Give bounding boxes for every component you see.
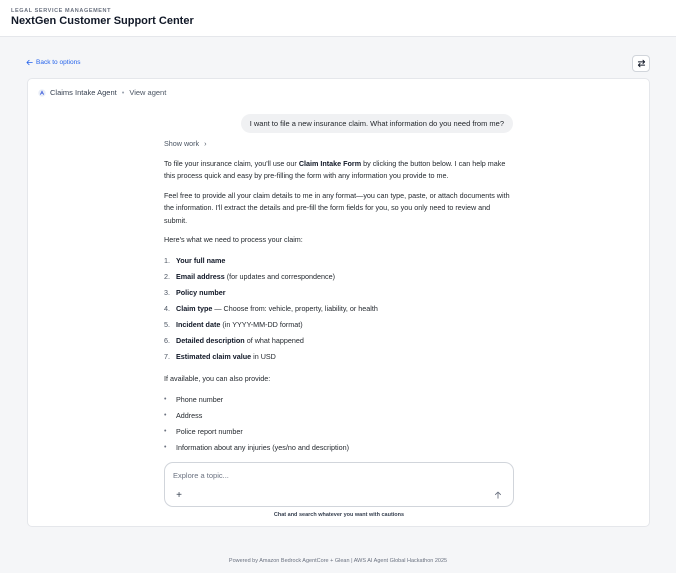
list-item: 1. Your full name	[164, 256, 226, 266]
back-link-label: Back to options	[36, 59, 81, 66]
response-paragraph-2: Feel free to provide all your claim details to me in any format—you can type, paste, or attach documents with the information. I'll extract the details and pre-fill the form fields for you, so you only need to review and submit.	[164, 190, 510, 225]
agent-name: Claims Intake Agent	[50, 88, 117, 97]
list-item: • Address	[164, 410, 203, 420]
caution-note: Chat and search whatever you want with cautions	[273, 512, 405, 518]
list-item: 5. Incident date (in YYYY-MM-DD format)	[164, 320, 303, 330]
chat-panel	[27, 78, 650, 527]
agent-response	[164, 138, 514, 456]
show-work-toggle[interactable]	[164, 138, 207, 151]
arrow-up-icon	[494, 491, 502, 499]
response-paragraph-3: Here's what we need to process your claim:	[164, 235, 303, 244]
list-item: 3. Policy number	[164, 288, 226, 298]
chevron-right-icon: ›	[204, 139, 207, 148]
separator-dot: •	[121, 88, 125, 97]
swap-icon	[637, 59, 646, 68]
chat-input[interactable]	[173, 469, 503, 481]
response-paragraph-1: To file your insurance claim, you'll use our Claim Intake Form by clicking the button below. I can help make this process quick and easy by pre-filling the form with any information you provide to me.	[164, 158, 506, 180]
list-item: • Phone number	[164, 394, 224, 404]
agent-header	[38, 88, 166, 97]
app-eyebrow: LEGAL SERVICE MANAGEMENT	[11, 8, 112, 14]
list-item: 6. Detailed description of what happened	[164, 336, 304, 346]
required-fields-list	[164, 254, 514, 366]
list-item: 4. Claim type — Choose from: vehicle, property, liability, or health	[164, 304, 378, 314]
swap-view-button[interactable]	[632, 55, 650, 72]
agent-icon	[38, 89, 46, 97]
back-to-options-link[interactable]	[26, 59, 80, 66]
arrow-left-icon	[26, 59, 33, 66]
send-button[interactable]	[492, 489, 504, 501]
list-item: 2. Email address (for updates and correspondence)	[164, 272, 336, 282]
page-title: NextGen Customer Support Center	[11, 15, 194, 27]
show-work-label: Show work	[164, 139, 200, 148]
user-message-bubble: I want to file a new insurance claim. What information do you need from me?	[241, 114, 513, 133]
list-item: • Police report number	[164, 426, 243, 436]
claim-intake-form-text: Claim Intake Form	[298, 158, 362, 168]
add-attachment-button[interactable]: +	[176, 489, 182, 501]
top-bar	[0, 0, 676, 37]
list-item: • Information about any injuries (yes/no and description)	[164, 442, 349, 452]
optional-fields-list	[164, 392, 514, 456]
page-footer: Powered by Amazon Bedrock AgentCore + Glean | AWS AI Agent Global Hackathon 2025	[228, 558, 448, 564]
list-item: 7. Estimated claim value in USD	[164, 352, 276, 362]
response-paragraph-4: If available, you can also provide:	[164, 373, 271, 383]
view-agent-link[interactable]: View agent	[129, 88, 167, 97]
chat-composer	[164, 462, 514, 507]
